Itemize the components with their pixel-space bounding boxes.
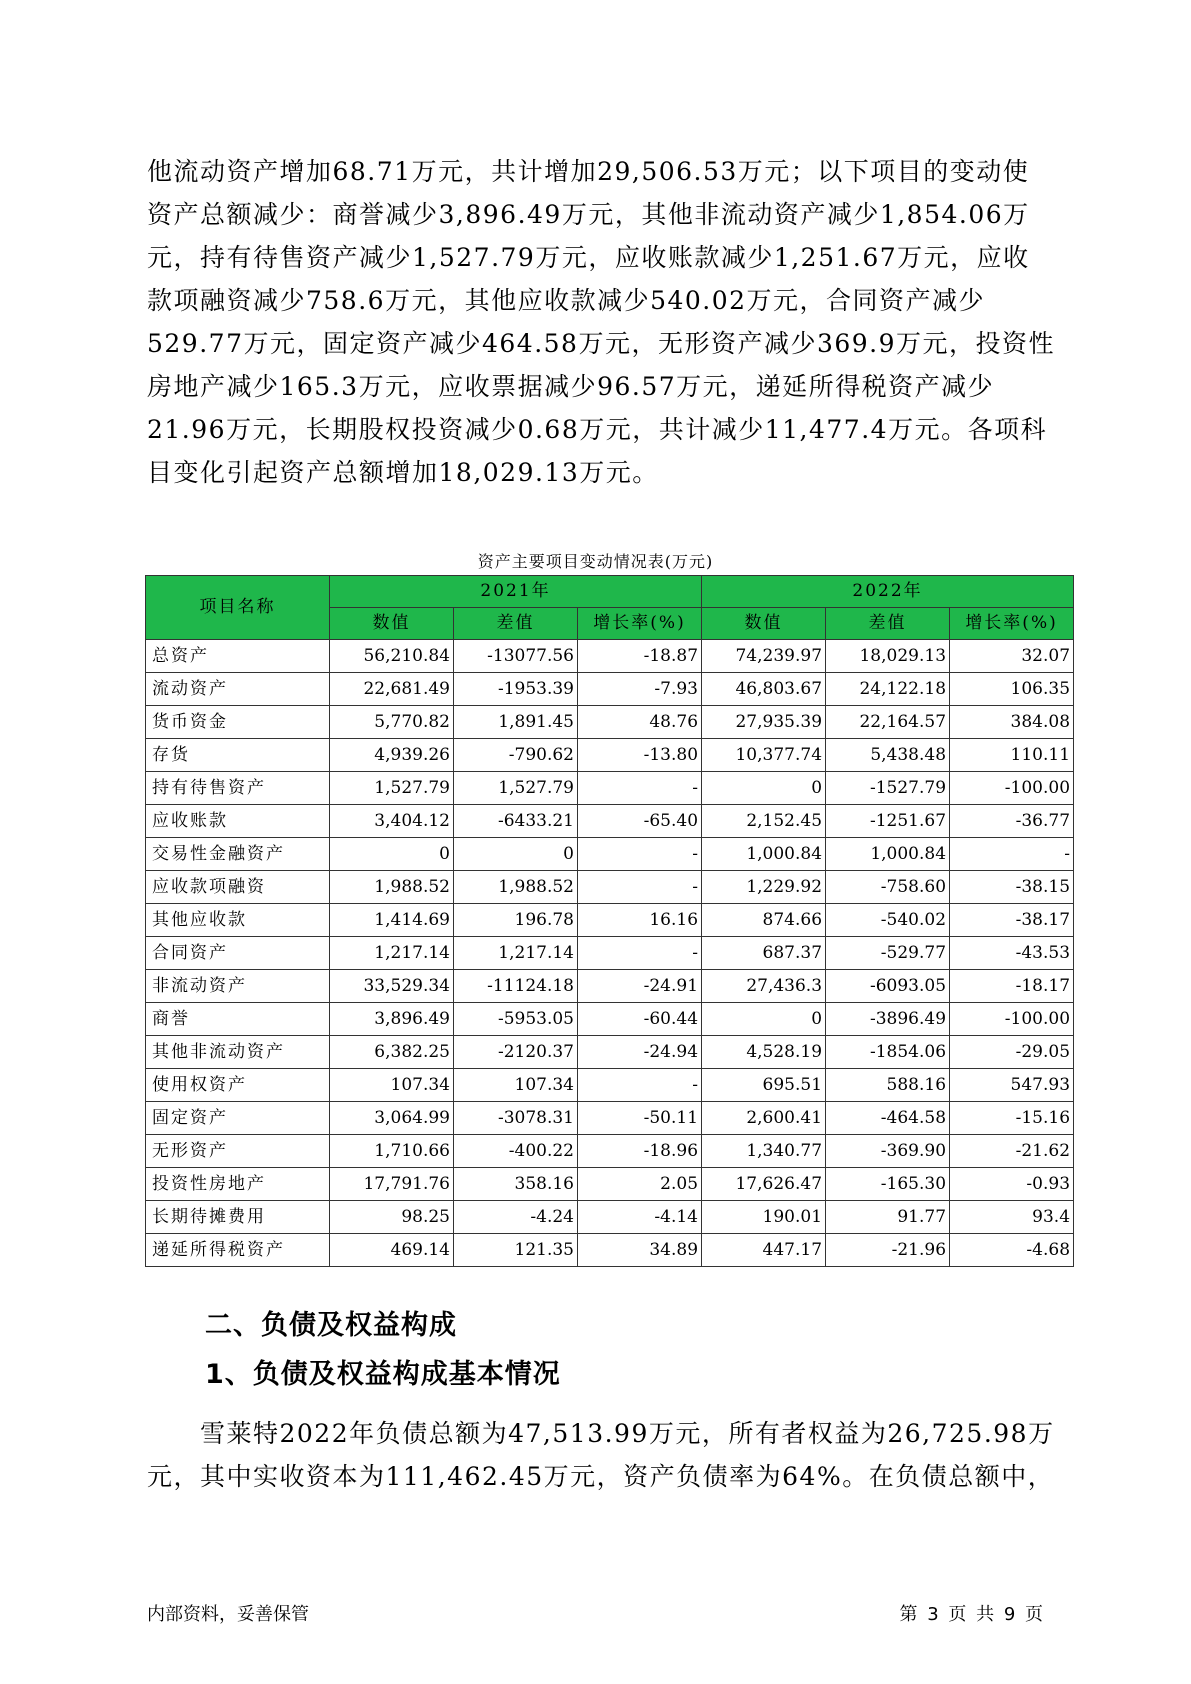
- table-cell: 27,436.3: [702, 970, 826, 1003]
- table-cell: 4,528.19: [702, 1036, 826, 1069]
- table-cell: 46,803.67: [702, 673, 826, 706]
- table-cell: 17,626.47: [702, 1168, 826, 1201]
- table-cell: -4.14: [578, 1201, 702, 1234]
- table-cell: -3078.31: [454, 1102, 578, 1135]
- row-item-name: 总资产: [146, 640, 330, 673]
- table-cell: -: [950, 838, 1074, 871]
- row-item-name: 其他应收款: [146, 904, 330, 937]
- liability-paragraph: [147, 1412, 1055, 1498]
- table-cell: 24,122.18: [826, 673, 950, 706]
- table-cell: 1,000.84: [702, 838, 826, 871]
- row-item-name: 递延所得税资产: [146, 1234, 330, 1267]
- table-cell: -1251.67: [826, 805, 950, 838]
- row-item-name: 存货: [146, 739, 330, 772]
- row-item-name: 非流动资产: [146, 970, 330, 1003]
- table-cell: -50.11: [578, 1102, 702, 1135]
- table-cell: 18,029.13: [826, 640, 950, 673]
- table-cell: 17,791.76: [330, 1168, 454, 1201]
- table-cell: 4,939.26: [330, 739, 454, 772]
- row-item-name: 应收款项融资: [146, 871, 330, 904]
- table-cell: 6,382.25: [330, 1036, 454, 1069]
- row-item-name: 长期待摊费用: [146, 1201, 330, 1234]
- table-cell: 358.16: [454, 1168, 578, 1201]
- table-cell: 695.51: [702, 1069, 826, 1102]
- table-cell: -18.17: [950, 970, 1074, 1003]
- table-cell: -13.80: [578, 739, 702, 772]
- table-cell: 1,217.14: [454, 937, 578, 970]
- table-cell: 106.35: [950, 673, 1074, 706]
- table-cell: -758.60: [826, 871, 950, 904]
- table-cell: -5953.05: [454, 1003, 578, 1036]
- table-cell: 0: [702, 772, 826, 805]
- table-cell: -60.44: [578, 1003, 702, 1036]
- row-item-name: 无形资产: [146, 1135, 330, 1168]
- table-cell: 22,164.57: [826, 706, 950, 739]
- table-cell: 5,770.82: [330, 706, 454, 739]
- table-cell: 469.14: [330, 1234, 454, 1267]
- table-cell: 3,404.12: [330, 805, 454, 838]
- table-cell: 2,600.41: [702, 1102, 826, 1135]
- table-cell: 1,229.92: [702, 871, 826, 904]
- table-cell: 1,988.52: [454, 871, 578, 904]
- table-cell: 22,681.49: [330, 673, 454, 706]
- table-cell: -43.53: [950, 937, 1074, 970]
- table-cell: -790.62: [454, 739, 578, 772]
- paragraph-line: 元，持有待售资产减少1,527.79万元，应收账款减少1,251.67万元，应收: [147, 243, 1030, 272]
- table-cell: -11124.18: [454, 970, 578, 1003]
- table-cell: -: [578, 772, 702, 805]
- paragraph-line: 雪莱特2022年负债总额为47,513.99万元，所有者权益为26,725.98万: [147, 1419, 1055, 1448]
- table-cell: 0: [330, 838, 454, 871]
- table-caption: 资产主要项目变动情况表(万元): [477, 552, 714, 571]
- table-cell: -15.16: [950, 1102, 1074, 1135]
- table-cell: -13077.56: [454, 640, 578, 673]
- table-cell: -18.96: [578, 1135, 702, 1168]
- table-cell: 121.35: [454, 1234, 578, 1267]
- subheader-growth: 增长率(%): [578, 608, 702, 640]
- header-item-name: 项目名称: [146, 576, 330, 640]
- table-cell: -38.15: [950, 871, 1074, 904]
- table-cell: -1854.06: [826, 1036, 950, 1069]
- table-row: [146, 970, 1074, 1003]
- table-cell: -2120.37: [454, 1036, 578, 1069]
- table-cell: 196.78: [454, 904, 578, 937]
- table-cell: -1953.39: [454, 673, 578, 706]
- table-cell: 1,527.79: [454, 772, 578, 805]
- table-cell: -7.93: [578, 673, 702, 706]
- table-row: [146, 1135, 1074, 1168]
- asset-change-table: [145, 575, 1074, 1267]
- table-cell: -0.93: [950, 1168, 1074, 1201]
- paragraph-line: 21.96万元，长期股权投资减少0.68万元，共计减少11,477.4万元。各项科: [147, 415, 1048, 444]
- table-cell: -21.62: [950, 1135, 1074, 1168]
- table-cell: -: [578, 937, 702, 970]
- table-cell: 1,527.79: [330, 772, 454, 805]
- table-cell: 48.76: [578, 706, 702, 739]
- table-cell: 190.01: [702, 1201, 826, 1234]
- table-row: [146, 1036, 1074, 1069]
- table-cell: 110.11: [950, 739, 1074, 772]
- table-cell: 107.34: [454, 1069, 578, 1102]
- table-cell: 1,000.84: [826, 838, 950, 871]
- table-row: [146, 871, 1074, 904]
- table-row: [146, 838, 1074, 871]
- table-row: [146, 739, 1074, 772]
- intro-paragraph: [147, 150, 1056, 494]
- table-cell: 34.89: [578, 1234, 702, 1267]
- row-item-name: 流动资产: [146, 673, 330, 706]
- table-cell: -3896.49: [826, 1003, 950, 1036]
- paragraph-line: 他流动资产增加68.71万元，共计增加29,506.53万元；以下项目的变动使: [147, 157, 1030, 186]
- table-cell: 3,896.49: [330, 1003, 454, 1036]
- table-cell: 1,891.45: [454, 706, 578, 739]
- table-row: [146, 1102, 1074, 1135]
- table-cell: -65.40: [578, 805, 702, 838]
- table-row: [146, 1168, 1074, 1201]
- table-cell: 1,217.14: [330, 937, 454, 970]
- table-row: [146, 1069, 1074, 1102]
- paragraph-line: 529.77万元，固定资产减少464.58万元，无形资产减少369.9万元，投资性: [147, 329, 1056, 358]
- table-cell: -21.96: [826, 1234, 950, 1267]
- table-cell: -29.05: [950, 1036, 1074, 1069]
- table-cell: 98.25: [330, 1201, 454, 1234]
- paragraph-line: 目变化引起资产总额增加18,029.13万元。: [147, 458, 659, 487]
- footer-confidential-note: 内部资料，妥善保管: [147, 1604, 309, 1625]
- table-cell: 0: [702, 1003, 826, 1036]
- section-heading: 二、负债及权益构成: [205, 1310, 457, 1341]
- row-item-name: 交易性金融资产: [146, 838, 330, 871]
- row-item-name: 货币资金: [146, 706, 330, 739]
- table-cell: -38.17: [950, 904, 1074, 937]
- table-cell: -400.22: [454, 1135, 578, 1168]
- row-item-name: 应收账款: [146, 805, 330, 838]
- subheader-diff: 差值: [826, 608, 950, 640]
- table-cell: -529.77: [826, 937, 950, 970]
- table-cell: 1,414.69: [330, 904, 454, 937]
- subheader-value: 数值: [330, 608, 454, 640]
- table-row: [146, 772, 1074, 805]
- table-cell: 32.07: [950, 640, 1074, 673]
- table-cell: -1527.79: [826, 772, 950, 805]
- header-year-2022: 2022年: [702, 576, 1074, 608]
- table-cell: 56,210.84: [330, 640, 454, 673]
- table-cell: 384.08: [950, 706, 1074, 739]
- table-cell: 3,064.99: [330, 1102, 454, 1135]
- table-row: [146, 1003, 1074, 1036]
- table-row: [146, 1201, 1074, 1234]
- table-cell: 1,340.77: [702, 1135, 826, 1168]
- table-cell: 27,935.39: [702, 706, 826, 739]
- table-cell: 91.77: [826, 1201, 950, 1234]
- table-cell: -6093.05: [826, 970, 950, 1003]
- row-item-name: 商誉: [146, 1003, 330, 1036]
- table-cell: -464.58: [826, 1102, 950, 1135]
- table-cell: -: [578, 838, 702, 871]
- table-body: [146, 640, 1074, 1267]
- footer-page-number: 第 3 页 共 9 页: [899, 1604, 1045, 1625]
- table-row: [146, 706, 1074, 739]
- table-cell: -100.00: [950, 772, 1074, 805]
- paragraph-line: 款项融资减少758.6万元，其他应收款减少540.02万元，合同资产减少: [147, 286, 986, 315]
- table-cell: -6433.21: [454, 805, 578, 838]
- table-row: [146, 1234, 1074, 1267]
- table-cell: -: [578, 871, 702, 904]
- table-row: [146, 904, 1074, 937]
- table-cell: 588.16: [826, 1069, 950, 1102]
- table-cell: 687.37: [702, 937, 826, 970]
- table-row: [146, 640, 1074, 673]
- table-cell: -36.77: [950, 805, 1074, 838]
- table-cell: -18.87: [578, 640, 702, 673]
- table-cell: -369.90: [826, 1135, 950, 1168]
- table-cell: 447.17: [702, 1234, 826, 1267]
- table-cell: 1,988.52: [330, 871, 454, 904]
- subheader-diff: 差值: [454, 608, 578, 640]
- row-item-name: 持有待售资产: [146, 772, 330, 805]
- subheader-growth: 增长率(%): [950, 608, 1074, 640]
- table-cell: 2,152.45: [702, 805, 826, 838]
- table-cell: 1,710.66: [330, 1135, 454, 1168]
- table-cell: 0: [454, 838, 578, 871]
- table-cell: 547.93: [950, 1069, 1074, 1102]
- table-cell: -: [578, 1069, 702, 1102]
- table-cell: -24.91: [578, 970, 702, 1003]
- table-cell: -24.94: [578, 1036, 702, 1069]
- table-cell: -100.00: [950, 1003, 1074, 1036]
- table-cell: -4.68: [950, 1234, 1074, 1267]
- table-cell: 5,438.48: [826, 739, 950, 772]
- table-cell: 2.05: [578, 1168, 702, 1201]
- paragraph-line: 资产总额减少：商誉减少3,896.49万元，其他非流动资产减少1,854.06万: [147, 200, 1030, 229]
- table-cell: 874.66: [702, 904, 826, 937]
- row-item-name: 使用权资产: [146, 1069, 330, 1102]
- table-cell: -165.30: [826, 1168, 950, 1201]
- table-cell: 107.34: [330, 1069, 454, 1102]
- row-item-name: 固定资产: [146, 1102, 330, 1135]
- row-item-name: 合同资产: [146, 937, 330, 970]
- table-cell: -540.02: [826, 904, 950, 937]
- subheader-value: 数值: [702, 608, 826, 640]
- subsection-heading: 1、负债及权益构成基本情况: [205, 1359, 561, 1390]
- paragraph-line: 元，其中实收资本为111,462.45万元，资产负债率为64%。在负债总额中，: [147, 1462, 1055, 1491]
- table-row: [146, 937, 1074, 970]
- table-cell: -4.24: [454, 1201, 578, 1234]
- table-cell: 10,377.74: [702, 739, 826, 772]
- table-cell: 16.16: [578, 904, 702, 937]
- header-year-2021: 2021年: [330, 576, 702, 608]
- row-item-name: 投资性房地产: [146, 1168, 330, 1201]
- table-row: [146, 805, 1074, 838]
- table-cell: 93.4: [950, 1201, 1074, 1234]
- table-row: [146, 673, 1074, 706]
- table-cell: 74,239.97: [702, 640, 826, 673]
- paragraph-line: 房地产减少165.3万元，应收票据减少96.57万元，递延所得税资产减少: [147, 372, 995, 401]
- table-cell: 33,529.34: [330, 970, 454, 1003]
- row-item-name: 其他非流动资产: [146, 1036, 330, 1069]
